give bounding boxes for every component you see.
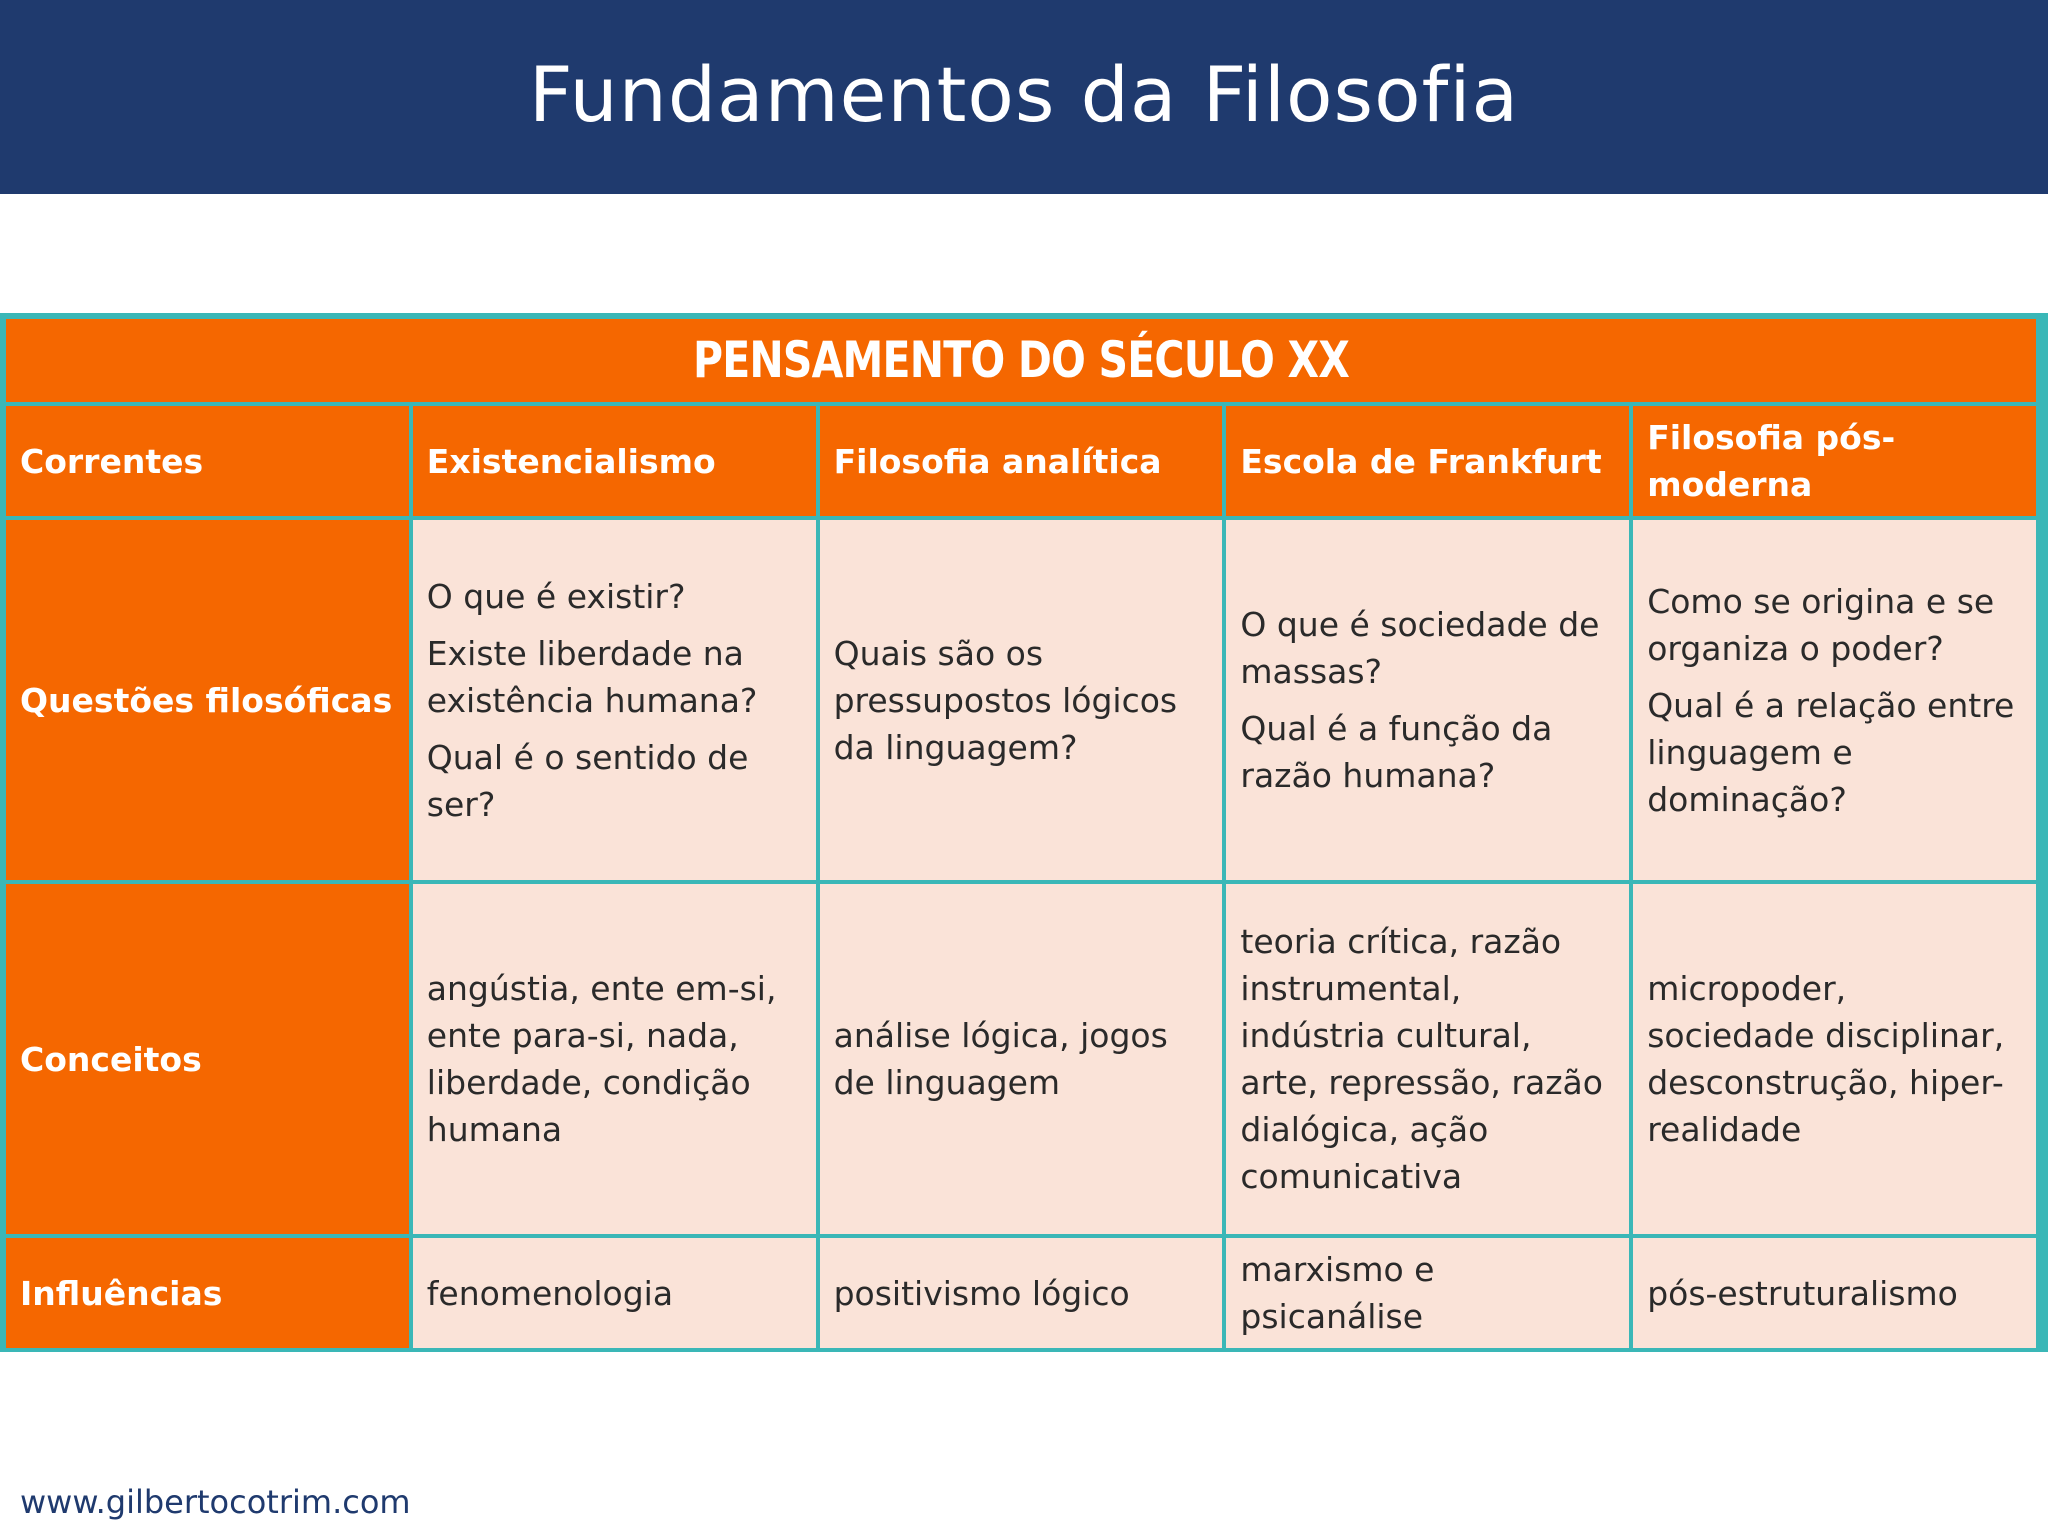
column-header-existencialismo: Existencialismo [413, 406, 816, 516]
page-header [0, 0, 2048, 194]
cell-conceitos-analitica: análise lógica, jogos de linguagem [820, 884, 1223, 1234]
cell-conceitos-existencialismo: angústia, ente em-si, ente para-si, nada, liberdade, condição humana [413, 884, 816, 1234]
question-text: Qual é a relação entre linguagem e dominação? [1647, 685, 2015, 819]
website-link[interactable]: www.gilbertocotrim.com [20, 1483, 411, 1521]
cell-questoes-analitica [820, 520, 1223, 880]
cell-influencias-existencialismo: fenomenologia [413, 1238, 816, 1348]
philosophy-table [0, 313, 2048, 1352]
question-text: O que é existir? [426, 576, 686, 616]
cell-conceitos-frankfurt: teoria crítica, razão instrumental, indústria cultural, arte, repressão, razão dialógica, ação comunicativa [1226, 884, 1629, 1234]
cell-questoes-frankfurt [1226, 520, 1629, 880]
row-header-conceitos: Conceitos [6, 884, 409, 1234]
column-header-filosofia-pos-moderna: Filosofia pós-moderna [1633, 406, 2036, 516]
question-text: Como se origina e se organiza o poder? [1647, 581, 1995, 668]
row-header-questoes: Questões filosóficas [6, 520, 409, 880]
column-header-filosofia-analitica: Filosofia analítica [820, 406, 1223, 516]
table-banner [6, 319, 2036, 402]
table-grid [2, 315, 2040, 1352]
table-banner-text: PENSAMENTO DO SÉCULO XX [692, 331, 1350, 389]
column-header-correntes: Correntes [6, 406, 409, 516]
question-text: Existe liberdade na existência humana? [426, 633, 758, 720]
row-header-influencias: Influências [6, 1238, 409, 1348]
table-row-questoes [6, 520, 2036, 880]
page-title: Fundamentos da Filosofia [528, 50, 1520, 139]
question-text: Qual é o sentido de ser? [426, 737, 749, 824]
table-row-influencias [6, 1238, 2036, 1348]
cell-influencias-frankfurt: marxismo e psicanálise [1226, 1238, 1629, 1348]
cell-questoes-pos-moderna [1633, 520, 2036, 880]
column-header-escola-de-frankfurt: Escola de Frankfurt [1226, 406, 1629, 516]
question-text: Quais são os pressupostos lógicos da linguagem? [833, 633, 1178, 767]
question-text: O que é sociedade de massas? [1240, 605, 1600, 691]
cell-influencias-analitica: positivismo lógico [820, 1238, 1223, 1348]
question-text: Qual é a função da razão humana? [1240, 709, 1553, 795]
cell-influencias-pos-moderna: pós-estruturalismo [1633, 1238, 2036, 1348]
table-row-conceitos [6, 884, 2036, 1234]
cell-questoes-existencialismo [413, 520, 816, 880]
cell-conceitos-pos-moderna: micropoder, sociedade disciplinar, desconstrução, hiper-realidade [1633, 884, 2036, 1234]
